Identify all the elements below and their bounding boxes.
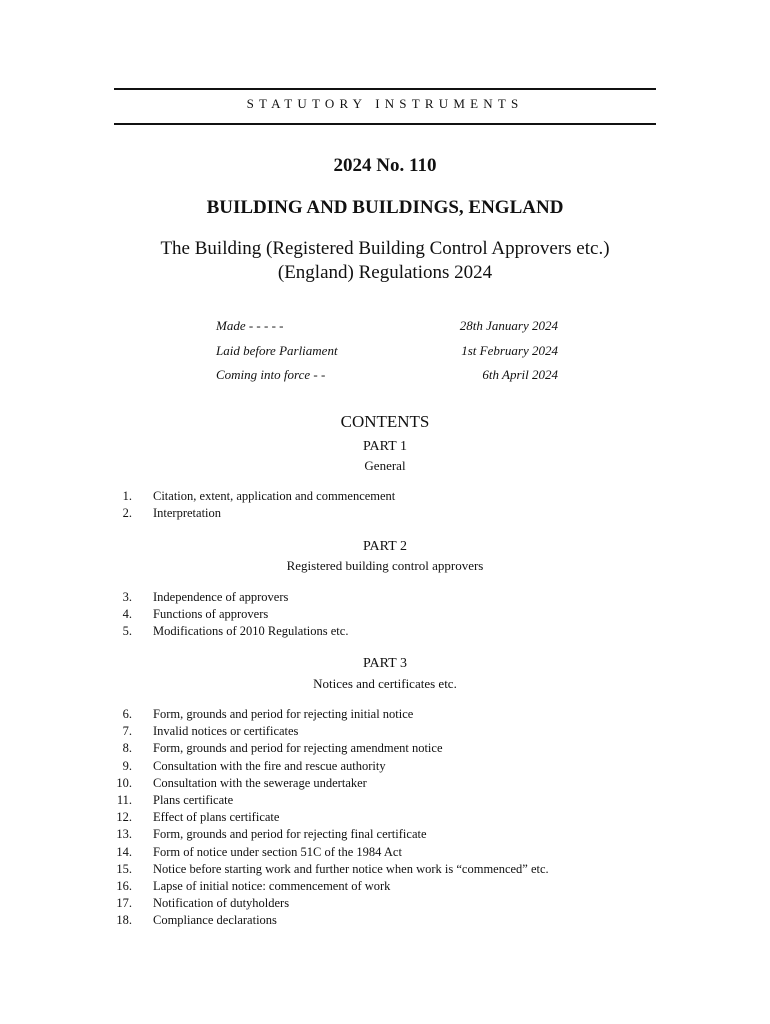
- list-item[interactable]: 1. Citation, extent, application and commencement: [122, 489, 396, 503]
- list-item[interactable]: 13. Form, grounds and period for rejecting final certificate: [116, 827, 427, 842]
- date-row-made: [216, 318, 558, 343]
- list-item[interactable]: 7. Invalid notices or certificates: [122, 724, 299, 739]
- part-2-list: [108, 589, 668, 641]
- title-line-2: (England) Regulations 2024: [277, 262, 493, 283]
- part-3-heading: PART 3: [363, 656, 407, 671]
- list-item[interactable]: 8. Form, grounds and period for rejecting amendment notice: [122, 741, 443, 756]
- part-3-list: [108, 706, 668, 929]
- part-3-title: Notices and certificates etc.: [313, 676, 457, 691]
- list-item[interactable]: 10. Consultation with the sewerage undertaker: [116, 775, 367, 790]
- dates-table: [216, 318, 558, 392]
- date-label: Laid before Parliament: [216, 342, 338, 358]
- part-1-list: [108, 488, 668, 522]
- contents-heading: CONTENTS: [340, 412, 430, 431]
- list-item[interactable]: 14. Form of notice under section 51C of the 1984 Act: [116, 844, 402, 859]
- date-value: 1st February 2024: [461, 342, 558, 358]
- instrument-number: 2024 No. 110: [333, 155, 437, 176]
- date-label: Coming into force - -: [216, 367, 326, 382]
- part-1-heading: PART 1: [363, 439, 407, 454]
- list-item[interactable]: 3. Independence of approvers: [122, 590, 289, 604]
- list-item[interactable]: 2. Interpretation: [122, 506, 222, 521]
- instrument-title: [114, 237, 656, 285]
- list-item[interactable]: 6. Form, grounds and period for rejecting initial notice: [122, 707, 414, 721]
- list-item[interactable]: 12. Effect of plans certificate: [116, 810, 280, 825]
- list-item[interactable]: 16. Lapse of initial notice: commencement of work: [116, 878, 391, 893]
- bottom-rule: [114, 123, 656, 125]
- title-line-1: The Building (Registered Building Control Approvers etc.): [160, 238, 610, 259]
- date-value: 28th January 2024: [459, 318, 558, 333]
- date-row-laid: [216, 343, 558, 368]
- list-item[interactable]: 11. Plans certificate: [116, 792, 234, 807]
- list-item[interactable]: 9. Consultation with the fire and rescue authority: [122, 758, 386, 773]
- list-item[interactable]: 15. Notice before starting work and further notice when work is “commenced” etc.: [116, 861, 549, 876]
- part-2-heading: PART 2: [363, 539, 407, 554]
- part-2-title: Registered building control approvers: [286, 558, 484, 573]
- list-item[interactable]: 4. Functions of approvers: [122, 607, 269, 622]
- part-1-title: General: [364, 458, 406, 473]
- list-item[interactable]: 17. Notification of dutyholders: [116, 896, 290, 911]
- series-heading: STATUTORY INSTRUMENTS: [246, 96, 524, 111]
- list-item[interactable]: 5. Modifications of 2010 Regulations etc.: [122, 624, 349, 639]
- date-row-force: [216, 367, 558, 392]
- instrument-subject: BUILDING AND BUILDINGS, ENGLAND: [206, 197, 564, 218]
- top-rule: [114, 88, 656, 90]
- list-item[interactable]: 18. Compliance declarations: [116, 913, 277, 928]
- date-value: 6th April 2024: [482, 367, 558, 382]
- date-label: Made - - - - -: [216, 318, 284, 333]
